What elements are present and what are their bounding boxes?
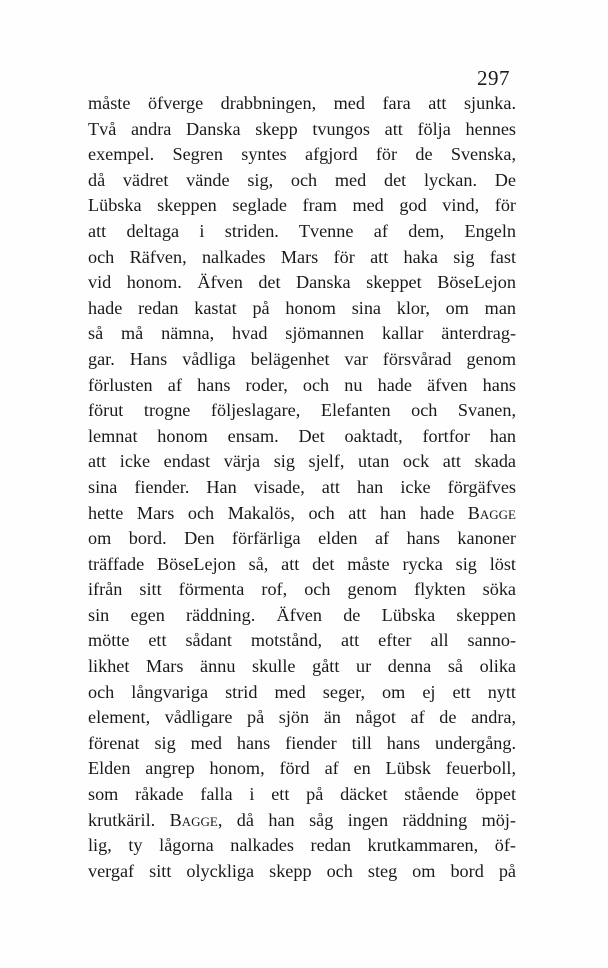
small-caps-name: Bagge	[169, 809, 218, 830]
page-number: 297	[477, 66, 510, 90]
text-line: hette Mars och Makalös, och att han hade Bagge	[88, 502, 516, 523]
text-line: Två andra Danska skepp tvungos att följa hennes	[88, 118, 516, 139]
text-line: lig, ty lågorna nalkades redan krutkammaren, öf-	[88, 835, 516, 856]
text-line: måste öfverge drabbningen, med fara att sjunka.	[88, 93, 516, 113]
text-line: Lübska skeppen seglade fram med god vind, för	[88, 195, 516, 216]
text-line: träffade BöseLejon så, att det måste rycka sig löst	[88, 553, 516, 574]
text-line: exempel. Segren syntes afgjord för de Svenska,	[88, 144, 516, 165]
text-line: att icke endast värja sig sjelf, utan ock att skada	[88, 451, 516, 472]
text-line: och långvariga strid med seger, om ej ett nytt	[88, 681, 516, 702]
text-line: ifrån sitt förmenta rof, och genom flykten söka	[88, 579, 516, 600]
text-line: element, vådligare på sjön än något af de andra,	[88, 707, 516, 728]
text-line: likhet Mars ännu skulle gått ur denna så olika	[88, 656, 516, 677]
text-line: sina fiender. Han visade, att han icke förgäfves	[88, 476, 516, 497]
text-line: om bord. Den förfärliga elden af hans kanoner	[88, 528, 516, 549]
text-line: gar. Hans vådliga belägenhet var försvårad genom	[88, 348, 516, 369]
body-text	[88, 91, 516, 884]
text-line: Elden angrep honom, förd af en Lübsk feuerboll,	[88, 758, 516, 779]
text-line: lemnat honom ensam. Det oaktadt, fortfor han	[88, 425, 516, 446]
text-line: som råkade falla i ett på däcket stående öppet	[88, 784, 516, 805]
text-line: mötte ett sådant motstånd, att efter all sanno-	[88, 630, 516, 651]
text-line: hade redan kastat på honom sina klor, om man	[88, 297, 516, 318]
text-line: att deltaga i striden. Tvenne af dem, Engeln	[88, 220, 516, 241]
text-line: och Räfven, nalkades Mars för att haka sig fast	[88, 246, 516, 267]
text-line: sin egen räddning. Äfven de Lübska skeppen	[88, 604, 516, 625]
text-line: vergaf sitt olyckliga skepp och steg om bord på	[88, 860, 516, 881]
text-line: förlusten af hans roder, och nu hade äfven hans	[88, 374, 516, 395]
text-line: då vädret vände sig, och med det lyckan. De	[88, 169, 516, 190]
text-line: så må nämna, hvad sjömannen kallar änterdrag-	[88, 323, 516, 344]
text-line: vid honom. Äfven det Danska skeppet BöseLejon	[88, 272, 516, 293]
text-line: krutkäril. Bagge, då han såg ingen räddning möj-	[88, 809, 516, 830]
small-caps-name: Bagge	[467, 502, 516, 523]
text-line: förenat sig med hans fiender till hans undergång.	[88, 732, 516, 753]
text-line: förut trogne följeslagare, Elefanten och Svanen,	[88, 400, 516, 421]
